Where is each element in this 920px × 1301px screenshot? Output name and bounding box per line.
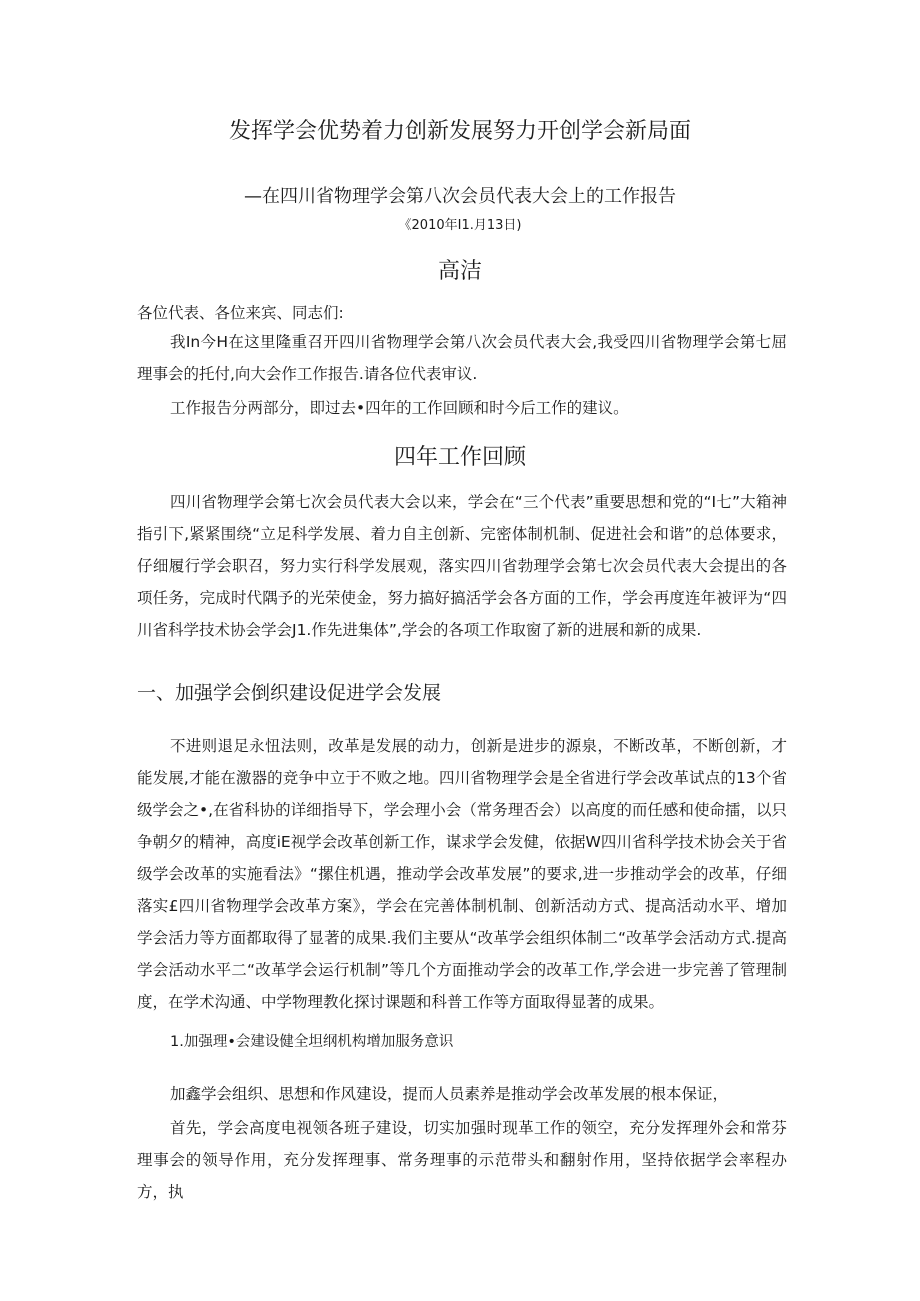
section-paragraph: 四川省物理学会第七次会员代表大会以来，学会在“三个代表”重要思想和党的“I七”大箱神指引下,紧紧围绕“立足科学发展、着力自主创新、完密体制机制、促进社会和谐”的总体要求，仔细履行学会职召，努力实行科学发展观，落实四川省勃理学会第七次会员代表大会提出的各项任务，完成时代隅予的光荣使金，努力搞好搞活学会各方面的工作，学会再度连年被评为“四川省科学技术协会学会J1.作先进集体”,学会的各项工作取窗了新的进展和新的成果. — [137, 493, 787, 639]
intro-paragraph: 工作报告分两部分，即过去•四年的工作回顾和时今后工作的建议。 — [170, 399, 629, 417]
greeting: 各位代表、各位来宾、同志们: — [137, 304, 344, 322]
author-name: 高洁 — [437, 259, 482, 284]
subheading-1-paragraph: 首先，学会高度电视领各班子建设，切实加强时现革工作的领空，充分发挥理外会和常芬理事会的领导作用，充分发挥理事、常务理事的示范带头和翻射作用，坚持依据学会率程办方，执 — [137, 1119, 787, 1201]
heading-1: 一、加强学会倒织建设促进学会发展 — [137, 682, 442, 704]
report-date: 《2010年I1.月13日) — [398, 218, 522, 233]
section-title: 四年工作回顾 — [393, 445, 526, 470]
subheading-1: 1.加强理•会建设健全坦纲机构增加服务意识 — [170, 1034, 454, 1050]
heading-1-paragraph: 不进则退足永忸法则，改革是发展的动力，创新是进步的源泉，不断改革，不断创新，才能发展,才能在激器的竞争中立于不败之地。四川省物理学会是全省进行学会改革试点的13个省级学会之•,在省科协的详细指导下，学会理小会（常务理否会）以高度的而任感和使命擂，以只争朝夕的精神，高度iE视学会改革创新工作，谋求学会发健，依据W四川省科学技术协会关于省级学会改革的实施看法》“摞住机遇，推动学会改革发展”的要求,进一步推动学会的改革，仔细落实£四川省物理学会改革方案》，学会在完善体制机制、创新活动方式、提高活动水平、增加学会活力等方面都取得了显著的成果.我们主要从“改革学会组织体制二“改革学会活动方式.提高学会活动水平二“改革学会运行机制”等几个方面推动学会的改革工作,学会进一步完善了管理制度，在学术沟通、中学物理教化探讨课题和科普工作等方面取得显著的成果。 — [137, 737, 787, 1011]
subheading-1-paragraph: 加鑫学会组织、思想和作风建设，提而人员素养是推动学会改革发展的根本保证， — [170, 1085, 729, 1103]
document-title: 发挥学会优势着力创新发展努力开创学会新局面 — [228, 119, 691, 144]
intro-paragraph: 我In今H在这里隆重召开四川省物理学会第八次会员代表大会,我受四川省物理学会第七屈理事会的托付,向大会作工作报告.请各位代表审议. — [137, 333, 787, 383]
document-subtitle: —在四川省物理学会第八次会员代表大会上的工作报告 — [244, 186, 676, 207]
